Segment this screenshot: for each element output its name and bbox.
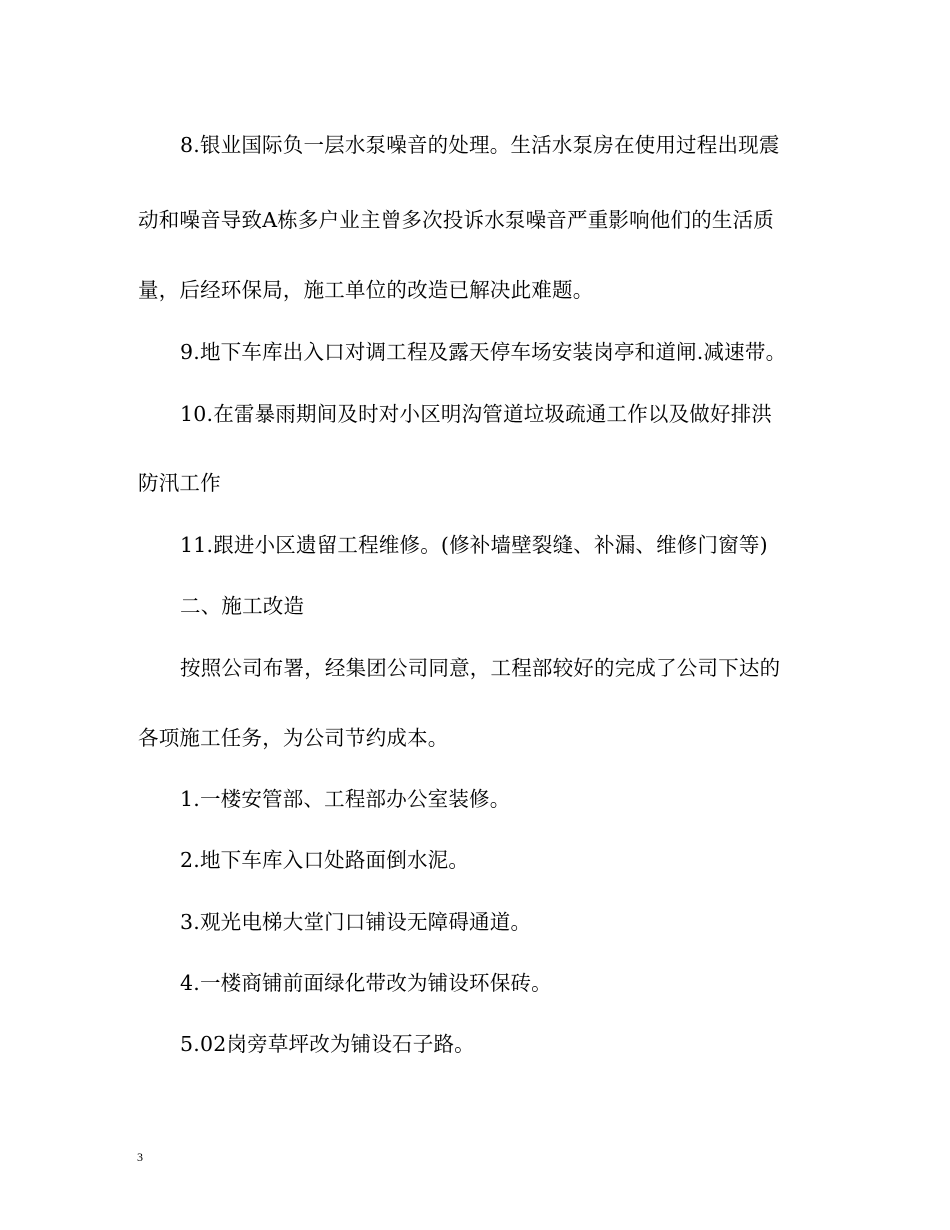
paragraph-line: 9.地下车库出入口对调工程及露天停车场安装岗亭和道闸.减速带。: [180, 340, 787, 364]
list-item: 2.地下车库入口处路面倒水泥。: [180, 848, 470, 872]
paragraph-line: 按照公司布署，经集团公司同意，工程部较好的完成了公司下达的: [180, 656, 781, 680]
paragraph-line: 防汛工作: [138, 471, 221, 495]
section-heading: 二、施工改造: [180, 594, 305, 618]
page-number: 3: [137, 1150, 143, 1164]
paragraph-line: 量，后经环保局，施工单位的改造已解决此难题。: [138, 278, 594, 302]
list-item: 4.一楼商铺前面绿化带改为铺设环保砖。: [180, 971, 552, 995]
paragraph-line: 8.银业国际负一层水泵噪音的处理。生活水泵房在使用过程出现震: [180, 133, 780, 157]
paragraph-line: 11.跟进小区遗留工程维修。(修补墙壁裂缝、补漏、维修门窗等): [180, 533, 768, 557]
list-item: 1.一楼安管部、工程部办公室装修。: [180, 787, 511, 811]
paragraph-line: 各项施工任务，为公司节约成本。: [138, 726, 449, 750]
paragraph-line: 10.在雷暴雨期间及时对小区明沟管道垃圾疏通工作以及做好排洪: [180, 402, 773, 426]
list-item: 3.观光电梯大堂门口铺设无障碍通道。: [180, 910, 532, 934]
paragraph-line: 动和噪音导致A栋多户业主曾多次投诉水泵噪音严重影响他们的生活质: [138, 208, 775, 232]
list-item: 5.02岗旁草坪改为铺设石子路。: [180, 1032, 475, 1056]
